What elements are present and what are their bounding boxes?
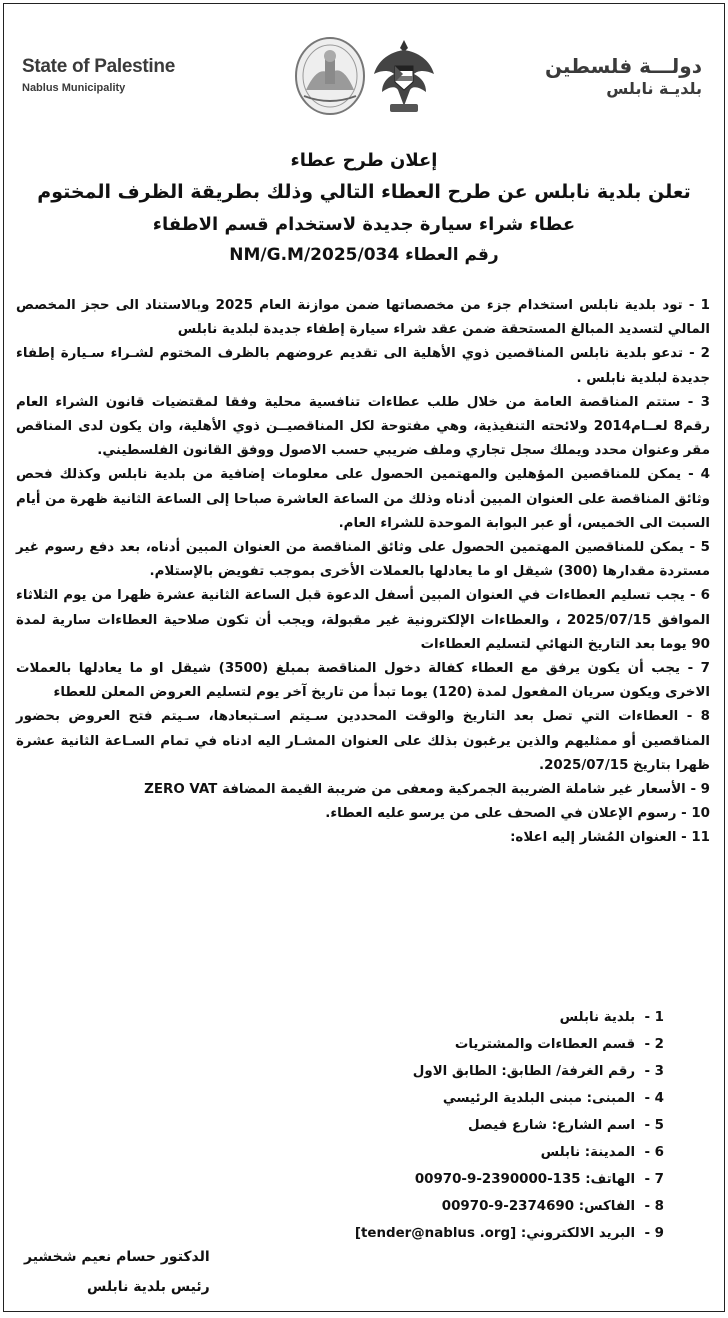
- item-text: رسوم الإعلان في الصحف على من يرسو عليه العطاء.: [325, 806, 677, 822]
- address-row: [355, 1085, 664, 1112]
- address-number: 2 -: [644, 1037, 664, 1052]
- item-number: 6 -: [689, 588, 710, 604]
- address-row: [355, 1139, 664, 1166]
- list-item: [16, 657, 710, 705]
- arabic-municipality-label: بلديـة نابلس: [606, 79, 702, 98]
- tender-number: رقم العطاء NM/G.M/2025/034: [229, 245, 499, 265]
- address-text: رقم الغرفة/ الطابق: الطابق الاول: [412, 1064, 636, 1079]
- item-number: 2 -: [689, 346, 710, 362]
- english-municipality-name: [22, 56, 175, 94]
- item-number: 9 -: [690, 782, 710, 798]
- list-item: [16, 826, 710, 850]
- item-text: يمكن للمناقصين المؤهلين والمهتمين الحصول على معلومات إضافية من بلدية نابلس وكذلك فحص وثائق المناقصة على العنوان المبين أدناه وذلك من الساعة العاشرة صباحا إلى الساعة الثانية ظهرة من أيام السبت الى الخميس، أو عبر البوابة الموحدة للشراء العام.: [16, 467, 710, 531]
- english-state-name: State of Palestine: [22, 56, 175, 77]
- address-number: 8 -: [644, 1199, 664, 1214]
- list-item: [16, 778, 710, 802]
- address-number: 5 -: [644, 1118, 664, 1133]
- address-number: 3 -: [644, 1064, 664, 1079]
- address-number: 9 -: [644, 1226, 664, 1241]
- item-text: يجب تسليم العطاءات في العنوان المبين أسفل الدعوة قبل الساعة الثانية عشرة ظهرا من يوم الثلاثاء الموافق 2025/07/15 ، والعطاءات الإلكترونية غير مقبولة، ويجب أن تكون صلاحية العطاءات سارية لمدة 90 يوما بعد التاريخ النهائي لتسليم العطاءات: [16, 588, 710, 652]
- address-text: بلدية نابلس: [559, 1010, 636, 1025]
- list-item: [16, 584, 710, 657]
- address-number: 4 -: [644, 1091, 664, 1106]
- address-row: [355, 1031, 664, 1058]
- item-number: 3 -: [687, 394, 710, 410]
- address-row: [355, 1166, 664, 1193]
- address-text: الفاكس: 2374690-9-00970: [441, 1199, 636, 1214]
- arabic-municipality-name: [545, 54, 702, 100]
- item-number: 5 -: [689, 540, 710, 556]
- list-item: [16, 536, 710, 584]
- address-row: [355, 1220, 664, 1247]
- address-text: اسم الشارع: شارع فيصل: [467, 1118, 636, 1133]
- letterhead: [4, 4, 724, 132]
- address-number: 7 -: [644, 1172, 664, 1187]
- item-text: ستتم المناقصة العامة من خلال طلب عطاءات تنافسية محلية وفقا لمقتضيات قانون الشراء العام رقم8 لعــام2014 ولائحته التنفيذية، وهي مفتوحة لكل المناقصيــن ذوي الأهلية، وان يكون لدى المناقص مقر وعنوان محدد ويملك سجل تجاري وملف ضريبي حسب الاصول ووفق القانون الفلسطيني.: [16, 394, 710, 459]
- address-number: 1 -: [644, 1010, 664, 1025]
- list-item: [16, 463, 710, 536]
- item-number: 10 -: [681, 806, 710, 822]
- list-item: [16, 802, 710, 826]
- list-item: [16, 294, 710, 342]
- address-number: 6 -: [644, 1145, 664, 1160]
- address-text: قسم العطاءات والمشتريات: [454, 1037, 636, 1052]
- tender-announcement-page: [3, 3, 725, 1312]
- item-number: 7 -: [687, 661, 710, 677]
- item-number: 11 -: [681, 830, 710, 846]
- signature-block: [24, 1242, 210, 1302]
- address-row: [355, 1112, 664, 1139]
- item-text: يجب أن يكون يرفق مع العطاء كفالة دخول المناقصة بمبلغ (3500) شيقل او ما يعادلها بالعملات الاخرى ويكون سريان المفعول لمدة (120) يوما تبدأ من تاريخ آخر يوم لتسليم العروض المعلن للعطاء: [16, 661, 710, 701]
- tender-terms-list: [16, 294, 710, 851]
- item-number: 8 -: [686, 709, 710, 725]
- item-text: الأسعار غير شاملة الضريبة الجمركية ومعفى من ضريبة القيمة المضافة ZERO VAT: [144, 782, 686, 798]
- address-text: الهاتف: 135-2390000-9-00970: [414, 1172, 636, 1187]
- list-item: [16, 391, 710, 464]
- announcement-heading: إعلان طرح عطاء: [290, 150, 438, 171]
- item-number: 4 -: [688, 467, 710, 483]
- signatory-name: الدكتور حسام نعيم شخشير: [24, 1249, 210, 1265]
- address-text: المبنى: مبنى البلدية الرئيسي: [442, 1091, 636, 1106]
- address-text: المدينة: نابلس: [540, 1145, 636, 1160]
- item-number: 1 -: [688, 298, 710, 313]
- item-text: العطاءات التي تصل بعد التاريخ والوقت المحددين سـيتم اسـتبعادها، سـيتم فتح العروض بحضور المناقصين أو ممثليهم والذين يرغبون بذلك على العنوان المشـار اليه ادناه في تمام السـاعة الثانية عشرة ظهرا بتاريخ 2025/07/15.: [16, 709, 710, 773]
- address-row: [355, 1004, 664, 1031]
- signatory-title: رئيس بلدية نابلس: [87, 1279, 210, 1295]
- palestine-eagle-emblem-icon: [368, 34, 440, 118]
- address-text: البريد الالكتروني: [tender@nablus .org]: [354, 1226, 636, 1241]
- address-row: [355, 1058, 664, 1085]
- tender-subject: عطاء شراء سيارة جديدة لاستخدام قسم الاطفاء: [152, 214, 576, 235]
- item-text: يمكن للمناقصين المهتمين الحصول على وثائق المناقصة من العنوان المبين أدناه، بعد دفع رسوم غير مستردة مقدارها (300) شيقل او ما يعادلها بالعملات الأخرى بموجب تفويض بالإستلام.: [16, 540, 710, 580]
- address-list: [355, 1004, 664, 1247]
- item-text: تود بلدية نابلس استخدام جزء من مخصصاتها ضمن موازنة العام 2025 وبالاستناد الى حجز المخصص المالي لتسديد المبالغ المستحقة ضمن عقد شراء سيارة إطفاء جديدة لبلدية نابلس: [16, 298, 710, 338]
- item-text: العنوان المُشار إليه اعلاه:: [510, 830, 677, 846]
- list-item: [16, 705, 710, 778]
- english-municipality-label: Nablus Municipality: [22, 82, 126, 94]
- item-text: تدعو بلدية نابلس المناقصين ذوي الأهلية الى تقديم عروضهم بالظرف المختوم لشـراء سـيارة إطفاء جديدة لبلدية نابلس .: [16, 346, 710, 386]
- address-row: [355, 1193, 664, 1220]
- announcement-subheading: تعلن بلدية نابلس عن طرح العطاء التالي وذلك بطريقة الظرف المختوم: [37, 181, 691, 203]
- arabic-state-name: دولـــة فلسطين: [544, 54, 702, 78]
- nablus-municipality-seal-icon: [292, 34, 368, 118]
- announcement-titles: [4, 148, 724, 270]
- list-item: [16, 342, 710, 390]
